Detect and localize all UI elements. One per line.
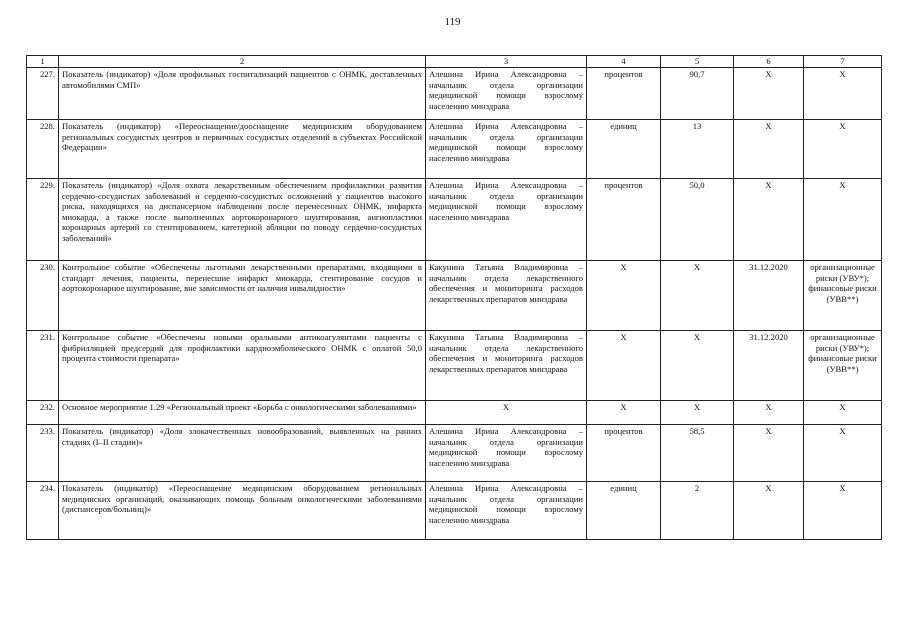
row-responsible: Алешина Ирина Александровна – начальник отдела организации медицинской помощи взрослому населению минздрава	[426, 68, 587, 120]
row-responsible: Алешина Ирина Александровна – начальник отдела организации медицинской помощи взрослому населению минздрава	[426, 120, 587, 179]
row-number: 233.	[27, 425, 59, 482]
row-date: 31.12.2020	[734, 331, 804, 401]
risk-line: X	[839, 426, 846, 436]
row-unit: процентов	[587, 425, 661, 482]
row-description: Показатель (индикатор) «Переоснащение медицинским оборудованием региональных медицинских организаций, оказывающих помощь больным онкологическими заболеваниями (диспансеров/больниц)»	[59, 482, 426, 540]
row-date: X	[734, 68, 804, 120]
row-description: Контрольное событие «Обеспечены льготными лекарственными препаратами, входящими в стандарт лечения, пациенты, перенесшие инфаркт миокарда, стентирование сосудов и аортокоронарное шунтирование, вне зависимости от наличия инвалидности»	[59, 261, 426, 331]
risk-line: финансовые риски	[808, 353, 877, 363]
row-unit: X	[587, 331, 661, 401]
table-row	[27, 482, 882, 540]
table-row	[27, 261, 882, 331]
row-date: X	[734, 179, 804, 261]
row-date: X	[734, 425, 804, 482]
row-description: Показатель (индикатор) «Доля охвата лекарственным обеспечением профилактики развития сердечно-сосудистых заболеваний и сердечно-сосудистых осложнений у пациентов высокого риска, находящихся на диспансерном наблюдении после перенесенных ОНМК, инфаркта миокарда, а также после выполненных аортокоронарного шунтирования, ангиопластики коронарных артерий со стентированием, катетерной абляции по поводу сердечно-сосудистых заболеваний»	[59, 179, 426, 261]
table-row	[27, 401, 882, 425]
row-description: Контрольное событие «Обеспечены новыми оральными антикоагулянтами пациенты с фибрилляцией предсердий для профилактики кардиоэмболического ОНМК с оплатой 50,0 процента стоимости препарата»	[59, 331, 426, 401]
row-risk	[804, 331, 882, 401]
page-number: 119	[444, 16, 461, 28]
row-number: 232.	[27, 401, 59, 425]
risk-line: организационные	[810, 332, 875, 342]
risk-line: финансовые риски	[808, 283, 877, 293]
indicators-table	[26, 55, 882, 540]
row-date: X	[734, 401, 804, 425]
header-cell: 6	[734, 56, 804, 68]
row-value: X	[661, 261, 734, 331]
risk-line: риски (УВУ*);	[815, 342, 870, 353]
row-description: Показатель (индикатор) «Доля профильных госпитализаций пациентов с ОНМК, доставленных автомобилями СМП»	[59, 68, 426, 120]
risk-line: риски (УВУ*);	[815, 272, 870, 283]
header-cell: 7	[804, 56, 882, 68]
row-responsible: Какунина Татьяна Владимировна – начальник отдела лекарственного обеспечения и мониторинга расходов лекарственных препаратов минздрава	[426, 261, 587, 331]
row-value: 50,0	[661, 179, 734, 261]
row-date: X	[734, 482, 804, 540]
row-number: 234.	[27, 482, 59, 540]
header-row	[27, 56, 882, 68]
row-risk	[804, 120, 882, 179]
risk-line: X	[839, 402, 846, 412]
row-description: Показатель (индикатор) «Переоснащение/дооснащение медицинским оборудованием региональных сосудистых центров и первичных сосудистых отделений в субъектах Российской Федерации»	[59, 120, 426, 179]
row-number: 227.	[27, 68, 59, 120]
risk-line: X	[839, 69, 846, 79]
row-risk	[804, 401, 882, 425]
table-row	[27, 120, 882, 179]
row-unit: X	[587, 261, 661, 331]
table-row	[27, 68, 882, 120]
header-cell: 3	[426, 56, 587, 68]
header-cell: 2	[59, 56, 426, 68]
row-value: 90,7	[661, 68, 734, 120]
row-responsible: Какунина Татьяна Владимировна – начальник отдела лекарственного обеспечения и мониторинга расходов лекарственных препаратов минздрава	[426, 331, 587, 401]
risk-line: (УВВ**)	[826, 293, 859, 304]
risk-line: X	[839, 483, 846, 493]
row-unit: процентов	[587, 179, 661, 261]
header-cell: 5	[661, 56, 734, 68]
table-row	[27, 331, 882, 401]
row-value: 58,5	[661, 425, 734, 482]
risk-line: X	[839, 180, 846, 190]
row-value: X	[661, 331, 734, 401]
table-row	[27, 179, 882, 261]
header-cell: 4	[587, 56, 661, 68]
row-unit: X	[587, 401, 661, 425]
row-number: 230.	[27, 261, 59, 331]
header-cell: 1	[27, 56, 59, 68]
row-risk	[804, 425, 882, 482]
row-description: Основное мероприятие 1.29 «Региональный проект «Борьба с онкологическими заболеваниями»	[59, 401, 426, 425]
risk-line: организационные	[810, 262, 875, 272]
row-number: 231.	[27, 331, 59, 401]
row-number: 229.	[27, 179, 59, 261]
row-risk	[804, 179, 882, 261]
row-date: 31.12.2020	[734, 261, 804, 331]
row-risk	[804, 482, 882, 540]
row-risk	[804, 261, 882, 331]
risk-line: X	[839, 121, 846, 131]
row-value: X	[661, 401, 734, 425]
row-unit: единиц	[587, 120, 661, 179]
row-value: 13	[661, 120, 734, 179]
row-responsible: Алешина Ирина Александровна – начальник отдела организации медицинской помощи взрослому населению минздрава	[426, 425, 587, 482]
table-row	[27, 425, 882, 482]
row-responsible: X	[426, 401, 587, 425]
row-unit: единиц	[587, 482, 661, 540]
row-risk	[804, 68, 882, 120]
row-responsible: Алешина Ирина Александровна – начальник отдела организации медицинской помощи взрослому населению минздрава	[426, 482, 587, 540]
row-number: 228.	[27, 120, 59, 179]
row-date: X	[734, 120, 804, 179]
row-unit: процентов	[587, 68, 661, 120]
risk-line: (УВВ**)	[826, 363, 859, 374]
row-value: 2	[661, 482, 734, 540]
row-description: Показатель (индикатор) «Доля злокачественных новообразований, выявленных на ранних стадиях (I–II стадии)»	[59, 425, 426, 482]
row-responsible: Алешина Ирина Александровна – начальник отдела организации медицинской помощи взрослому населению минздрава	[426, 179, 587, 261]
